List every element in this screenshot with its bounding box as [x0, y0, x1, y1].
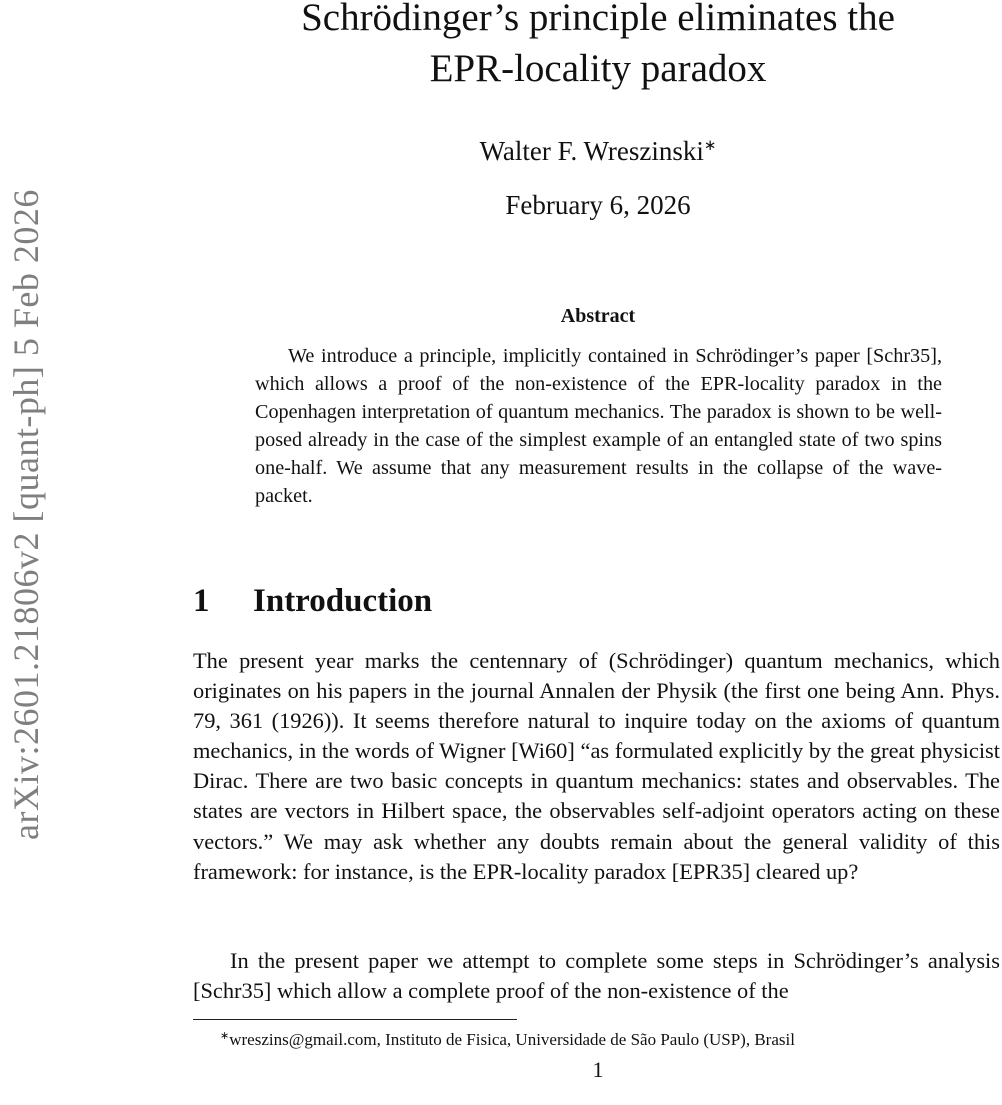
page-number: 1	[592, 1057, 604, 1082]
author-footnote-mark: ∗	[703, 138, 717, 154]
paper-date: February 6, 2026	[505, 190, 691, 220]
title-line-1: Schrödinger’s principle eliminates the	[301, 0, 895, 39]
section-number: 1	[193, 583, 210, 619]
title-line-2: EPR-locality paradox	[429, 47, 767, 90]
abstract-text: We introduce a principle, implicitly contained in Schrödinger’s paper [Schr35], which allows a proof of the non-existence of the EPR-locality paradox in the Copenhagen interpretation of quantum mechanics. The paradox is shown to be well-posed already in the case of the simplest example of an entangled state of two spins one-half. We assume that any measurement results in the collapse of the wave-packet.	[255, 345, 942, 508]
section-heading	[193, 581, 432, 621]
footnote	[220, 1025, 1000, 1051]
paper-title	[200, 0, 996, 94]
footnote-text: wreszins@gmail.com, Instituto de Fisica, Universidade de São Paulo (USP), Brasil	[229, 1030, 795, 1049]
abstract-heading: Abstract	[560, 305, 636, 327]
footnote-rule	[193, 1019, 517, 1020]
intro-paragraph-1: The present year marks the centennary of (Schrödinger) quantum mechanics, which originates on his papers in the journal Annalen der Physik (the first one being Ann. Phys. 79, 361 (1926)). It seems therefore natural to inquire today on the axioms of quantum mechanics, in the words of Wigner [Wi60] “as formulated explicitly by the great physicist Dirac. There are two basic concepts in quantum mechanics: states and observables. The states are vectors in Hilbert space, the observables self-adjoint operators acting on these vectors.” We may ask whether any doubts remain about the general validity of this framework: for instance, is the EPR-locality paradox [EPR35] cleared up?	[193, 648, 1000, 884]
footnote-mark: ∗	[220, 1030, 230, 1042]
author-line	[200, 130, 996, 167]
author-name: Walter F. Wreszinski	[479, 136, 704, 166]
arxiv-identifier: arXiv:2601.21806v2 [quant-ph] 5 Feb 2026	[6, 189, 46, 840]
intro-paragraph-2: In the present paper we attempt to complete some steps in Schrödinger’s analysis [Schr35] which allow a complete proof of the non-existence of the	[193, 948, 1000, 1004]
section-title: Introduction	[253, 583, 433, 619]
